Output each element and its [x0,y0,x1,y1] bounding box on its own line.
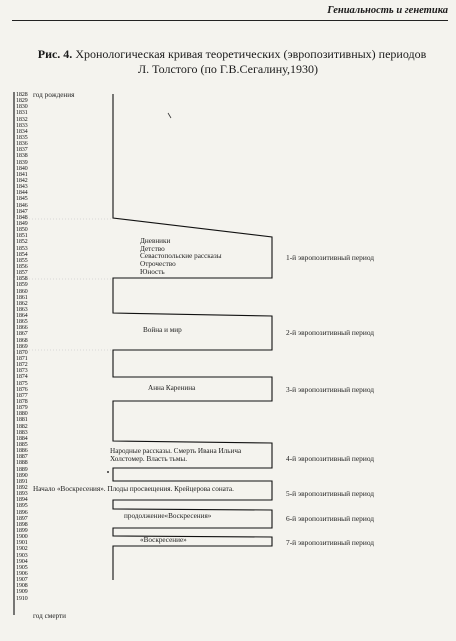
year-label: 1865 [16,319,28,326]
early-work-item: Севастопольские рассказы [140,252,222,261]
early-work-item: Детство [140,244,165,253]
year-label: 1897 [16,515,28,522]
period-label-3: 3-й эвропозитивный период [286,385,375,394]
year-label: 1867 [16,331,28,338]
period-label-4: 4-й эвропозитивный период [286,454,375,463]
year-label: 1890 [16,472,28,479]
year-label: 1874 [16,374,28,381]
year-label: 1871 [16,356,28,363]
year-label: 1908 [16,583,28,590]
year-label: 1910 [16,595,28,602]
year-label: 1829 [16,98,28,105]
work-folk-stories-line2: Холстомер. Власть тьмы. [110,455,188,463]
year-label: 1872 [16,362,28,369]
year-label: 1847 [16,208,28,215]
year-label: 1866 [16,325,28,332]
year-label: 1839 [16,159,28,166]
year-label: 1852 [16,239,28,246]
year-label: 1843 [16,184,28,191]
year-label: 1907 [16,577,28,584]
year-label: 1840 [16,165,28,172]
year-label: 1870 [16,349,28,356]
figure-title-text: Хронологическая кривая теоретических (эвропозитивных) периодов [75,47,427,61]
ink-mark [168,113,171,118]
period-label-6: 6-й эвропозитивный период [286,514,375,523]
early-works-list [140,238,250,276]
year-label: 1838 [16,153,28,160]
year-label: 1859 [16,282,28,289]
year-label: 1899 [16,527,28,534]
birth-label: год рождения [33,91,75,99]
early-work-item: Юность [140,267,165,276]
figure-label: Рис. 4. [37,47,73,61]
year-label: 1879 [16,405,28,412]
work-folk-stories-line1: Народные рассказы. Смерть Ивана Ильича [110,447,242,455]
year-label: 1887 [16,454,28,461]
year-label: 1888 [16,460,28,467]
year-label: 1853 [16,245,28,252]
year-label: 1898 [16,521,28,528]
year-label: 1849 [16,220,28,227]
year-label: 1883 [16,429,28,436]
year-label: 1893 [16,491,28,498]
year-label: 1830 [16,104,28,111]
year-label: 1878 [16,399,28,406]
work-resurrection: «Воскресение» [140,536,187,544]
work-anna-karenina: Анна Каренина [148,384,196,392]
year-label: 1848 [16,214,28,221]
figure-title-line2: Л. Толстого (по Г.В.Сегалину,1930) [138,62,318,76]
year-label: 1905 [16,564,28,571]
year-label: 1880 [16,411,28,418]
period-label-5: 5-й эвропозитивный период [286,489,375,498]
early-work-item: Отрочество [140,260,176,269]
work-war-and-peace: Война и мир [143,326,182,334]
year-label: 1861 [16,294,28,301]
year-label: 1896 [16,509,28,516]
year-label: 1832 [16,116,28,123]
year-label: 1873 [16,368,28,375]
year-label: 1904 [16,558,28,565]
early-work-item: Дневники [140,237,171,245]
year-label: 1851 [16,233,28,240]
year-label: 1857 [16,270,28,277]
year-label: 1903 [16,552,28,559]
year-label: 1894 [16,497,28,504]
year-label: 1846 [16,202,28,209]
year-label: 1895 [16,503,28,510]
year-label: 1858 [16,276,28,283]
year-label: 1868 [16,337,28,344]
year-label: 1909 [16,589,28,596]
year-label: 1856 [16,263,28,270]
year-label: 1837 [16,147,28,154]
year-column [16,92,30,602]
year-label: 1882 [16,423,28,430]
year-label: 1900 [16,534,28,541]
year-label: 1877 [16,392,28,399]
year-label: 1860 [16,288,28,295]
year-label: 1834 [16,128,28,135]
work-resurrection-continued: продолжение«Воскресения» [124,512,212,520]
year-label: 1886 [16,448,28,455]
year-label: 1845 [16,196,28,203]
year-label: 1835 [16,134,28,141]
year-label: 1833 [16,122,28,129]
year-label: 1902 [16,546,28,553]
year-label: 1855 [16,257,28,264]
year-label: 1831 [16,110,28,117]
year-label: 1854 [16,251,28,258]
period-curve [113,94,272,580]
year-label: 1875 [16,380,28,387]
period-label-7: 7-й эвропозитивный период [286,538,375,547]
year-label: 1842 [16,177,28,184]
work-resurrection-start: Начало «Воскресения». Плоды просвещения. Крейцерова соната. [33,485,234,493]
year-label: 1836 [16,141,28,148]
year-label: 1885 [16,442,28,449]
year-label: 1869 [16,343,28,350]
period-label-1: 1-й эвропозитивный период [286,253,375,262]
year-label: 1892 [16,485,28,491]
year-label: 1863 [16,306,28,313]
year-label: 1906 [16,570,28,577]
year-label: 1841 [16,171,28,178]
year-label: 1901 [16,540,28,547]
ink-dot [107,471,109,473]
period-label-2: 2-й эвропозитивный период [286,328,375,337]
year-label: 1891 [16,478,28,485]
year-label: 1876 [16,386,28,393]
year-label: 1862 [16,300,28,307]
year-label: 1864 [16,313,28,320]
year-label: 1850 [16,227,28,234]
year-label: 1828 [16,92,28,98]
year-label: 1884 [16,435,28,442]
death-label: год смерти [33,612,67,620]
year-label: 1881 [16,417,28,424]
year-label: 1889 [16,466,28,473]
running-header: Гениальность и генетика [12,0,448,21]
year-label: 1844 [16,190,28,197]
